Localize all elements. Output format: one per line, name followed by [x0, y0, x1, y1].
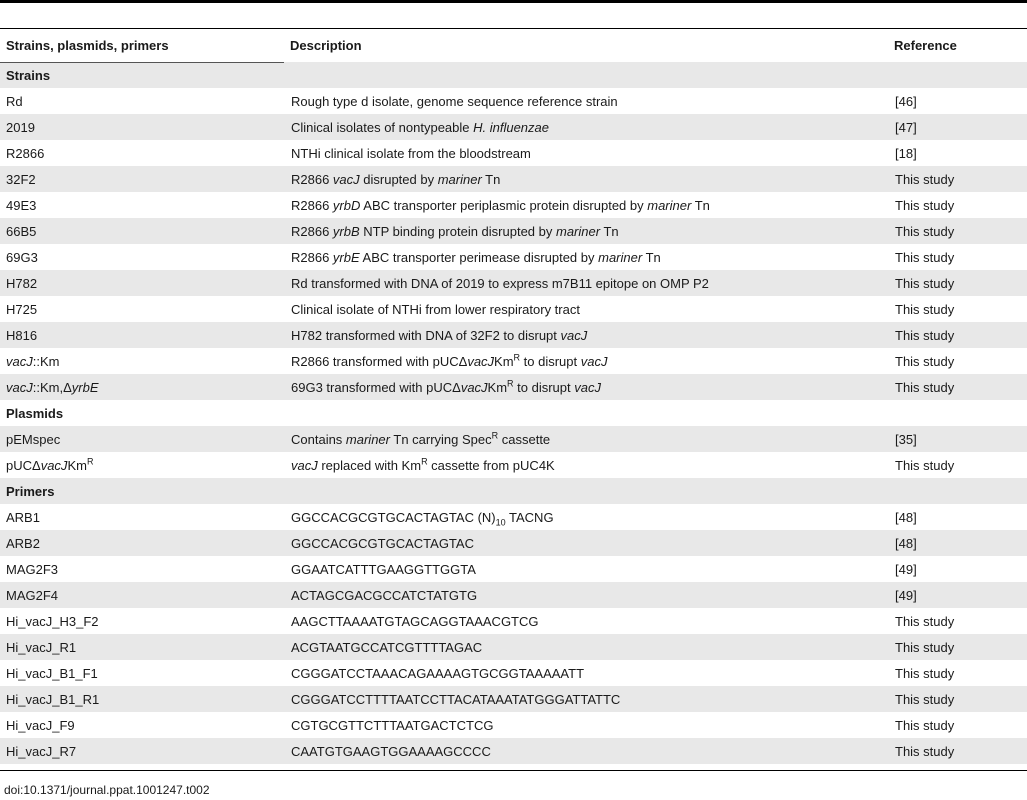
- table-row: [0, 582, 1027, 608]
- cell-description: NTHi clinical isolate from the bloodstream: [291, 145, 531, 161]
- table-row: [0, 140, 1027, 166]
- section-spacer: [284, 62, 888, 88]
- cell-name: Rd: [6, 93, 23, 109]
- cell-name: pEMspec: [0, 426, 284, 452]
- table-row: [0, 634, 1027, 660]
- section-row: [0, 400, 1027, 426]
- table-row: [0, 738, 1027, 764]
- section-spacer: [888, 400, 1027, 426]
- cell-description: R2866 yrbB NTP binding protein disrupted by mariner Tn: [284, 218, 888, 244]
- cell-reference: This study: [895, 717, 955, 733]
- cell-reference: [49]: [895, 561, 917, 577]
- cell-reference: This study: [888, 322, 1027, 348]
- top-rule: [0, 0, 1027, 3]
- cell-reference: [48]: [888, 530, 1027, 556]
- cell-reference: This study: [895, 197, 955, 213]
- table-row: [0, 88, 1027, 114]
- table-row: [0, 192, 1027, 218]
- cell-reference: This study: [895, 249, 955, 265]
- table-row: [0, 608, 1027, 634]
- header-reference: Reference: [894, 38, 957, 53]
- cell-reference: [18]: [895, 145, 917, 161]
- cell-description: CGTGCGTTCTTTAATGACTCTCG: [291, 717, 494, 733]
- cell-reference: [46]: [895, 93, 917, 109]
- cell-description: ACTAGCGACGCCATCTATGTG: [284, 582, 888, 608]
- cell-description: CGGGATCCTTTTAATCCTTACATAAATATGGGATTATTC: [284, 686, 888, 712]
- section-spacer: [284, 478, 888, 504]
- cell-reference: This study: [895, 665, 955, 681]
- bottom-rule: [0, 770, 1027, 771]
- cell-name: pUCΔvacJKm$^R$: [6, 456, 94, 473]
- cell-reference: This study: [895, 613, 955, 629]
- cell-reference: This study: [888, 374, 1027, 400]
- table-row: [0, 166, 1027, 192]
- cell-description: GGCCACGCGTGCACTAGTAC: [284, 530, 888, 556]
- cell-reference: This study: [895, 457, 955, 473]
- cell-name: H816: [0, 322, 284, 348]
- cell-name: vacJ::Km: [6, 353, 60, 369]
- cell-reference: This study: [888, 686, 1027, 712]
- cell-description: AAGCTTAAAATGTAGCAGGTAAACGTCG: [291, 613, 539, 629]
- cell-name: ARB2: [0, 530, 284, 556]
- cell-reference: This study: [888, 218, 1027, 244]
- table-row: [0, 530, 1027, 556]
- cell-reference: This study: [895, 353, 955, 369]
- cell-name: MAG2F3: [6, 561, 59, 577]
- cell-name: R2866: [6, 145, 45, 161]
- cell-reference: This study: [888, 166, 1027, 192]
- cell-description: GGCCACGCGTGCACTAGTAC $(N)_{10}$ TACNG: [291, 509, 554, 528]
- cell-description: CAATGTGAAGTGGAAAAGCCCC: [284, 738, 888, 764]
- cell-description: GGAATCATTTGAAGGTTGGTA: [291, 561, 476, 577]
- cell-reference: This study: [888, 270, 1027, 296]
- cell-name: 69G3: [6, 249, 38, 265]
- cell-reference: This study: [895, 301, 955, 317]
- cell-description: H782 transformed with DNA of 32F2 to disrupt vacJ: [284, 322, 888, 348]
- cell-name: ARB1: [6, 509, 40, 525]
- cell-name: MAG2F4: [0, 582, 284, 608]
- table-row: [0, 686, 1027, 712]
- cell-reference: [49]: [888, 582, 1027, 608]
- cell-description: ACGTAATGCCATCGTTTTAGAC: [284, 634, 888, 660]
- section-spacer: [888, 62, 1027, 88]
- cell-reference: [48]: [895, 509, 917, 525]
- table-row: [0, 712, 1027, 738]
- header-strains-plasmids-primers: Strains, plasmids, primers: [0, 29, 284, 62]
- cell-reference: This study: [888, 738, 1027, 764]
- cell-name: Hi_vacJ_F9: [6, 717, 75, 733]
- section-row: [0, 478, 1027, 504]
- table-row: [0, 244, 1027, 270]
- table-row: [0, 348, 1027, 374]
- table-row: [0, 270, 1027, 296]
- table-row: [0, 660, 1027, 686]
- cell-name: vacJ::Km,ΔyrbE: [0, 374, 284, 400]
- cell-description: Clinical isolates of nontypeable H. influenzae: [284, 114, 888, 140]
- cell-name: H725: [6, 301, 38, 317]
- table-header-row: [0, 29, 1027, 62]
- table-row: [0, 504, 1027, 530]
- cell-description: R2866 yrbD ABC transporter periplasmic protein disrupted by mariner Tn: [291, 197, 710, 213]
- table-row: [0, 114, 1027, 140]
- section-row: [0, 62, 1027, 88]
- cell-reference: [47]: [888, 114, 1027, 140]
- doi-caption: doi:10.1371/journal.ppat.1001247.t002: [4, 783, 210, 797]
- cell-name: 49E3: [6, 197, 37, 213]
- cell-description: 69G3 transformed with pUCΔvacJKm$^R$ to disrupt vacJ: [284, 374, 888, 400]
- cell-description: vacJ replaced with $Km^R$ cassette from pUC4K: [291, 456, 555, 473]
- section-spacer: [284, 400, 888, 426]
- table-row: [0, 322, 1027, 348]
- cell-name: Hi_vacJ_B1_R1: [0, 686, 284, 712]
- cell-name: H782: [0, 270, 284, 296]
- table-row: [0, 374, 1027, 400]
- cell-name: Hi_vacJ_H3_F2: [6, 613, 99, 629]
- table-row: [0, 218, 1027, 244]
- cell-description: R2866 transformed with pUCΔvacJKm$^R$ to disrupt vacJ: [291, 352, 608, 369]
- table-row: [0, 296, 1027, 322]
- cell-description: Rd transformed with DNA of 2019 to express m7B11 epitope on OMP P2: [284, 270, 888, 296]
- table-row: [0, 452, 1027, 478]
- cell-description: R2866 yrbE ABC transporter perimease disrupted by mariner Tn: [291, 249, 661, 265]
- cell-name: Hi_vacJ_B1_F1: [6, 665, 98, 681]
- cell-description: Contains mariner Tn carrying Spec$^R$ cassette: [284, 426, 888, 452]
- table-body: [0, 62, 1027, 764]
- section-label: Strains: [0, 62, 284, 88]
- cell-reference: This study: [888, 634, 1027, 660]
- cell-description: Clinical isolate of NTHi from lower respiratory tract: [291, 301, 580, 317]
- cell-description: CGGGATCCTAAACAGAAAAGTGCGGTAAAAATT: [291, 665, 585, 681]
- cell-name: 32F2: [0, 166, 284, 192]
- header-description: Description: [290, 38, 362, 53]
- section-spacer: [888, 478, 1027, 504]
- cell-name: 2019: [0, 114, 284, 140]
- cell-reference: [35]: [888, 426, 1027, 452]
- cell-name: 66B5: [0, 218, 284, 244]
- table-row: [0, 426, 1027, 452]
- table-row: [0, 556, 1027, 582]
- section-label: Plasmids: [6, 405, 64, 421]
- strains-table: [0, 29, 1027, 764]
- section-label: Primers: [0, 478, 284, 504]
- cell-description: Rough type d isolate, genome sequence reference strain: [291, 93, 618, 109]
- cell-name: Hi_vacJ_R7: [0, 738, 284, 764]
- cell-name: Hi_vacJ_R1: [0, 634, 284, 660]
- cell-description: R2866 vacJ disrupted by mariner Tn: [284, 166, 888, 192]
